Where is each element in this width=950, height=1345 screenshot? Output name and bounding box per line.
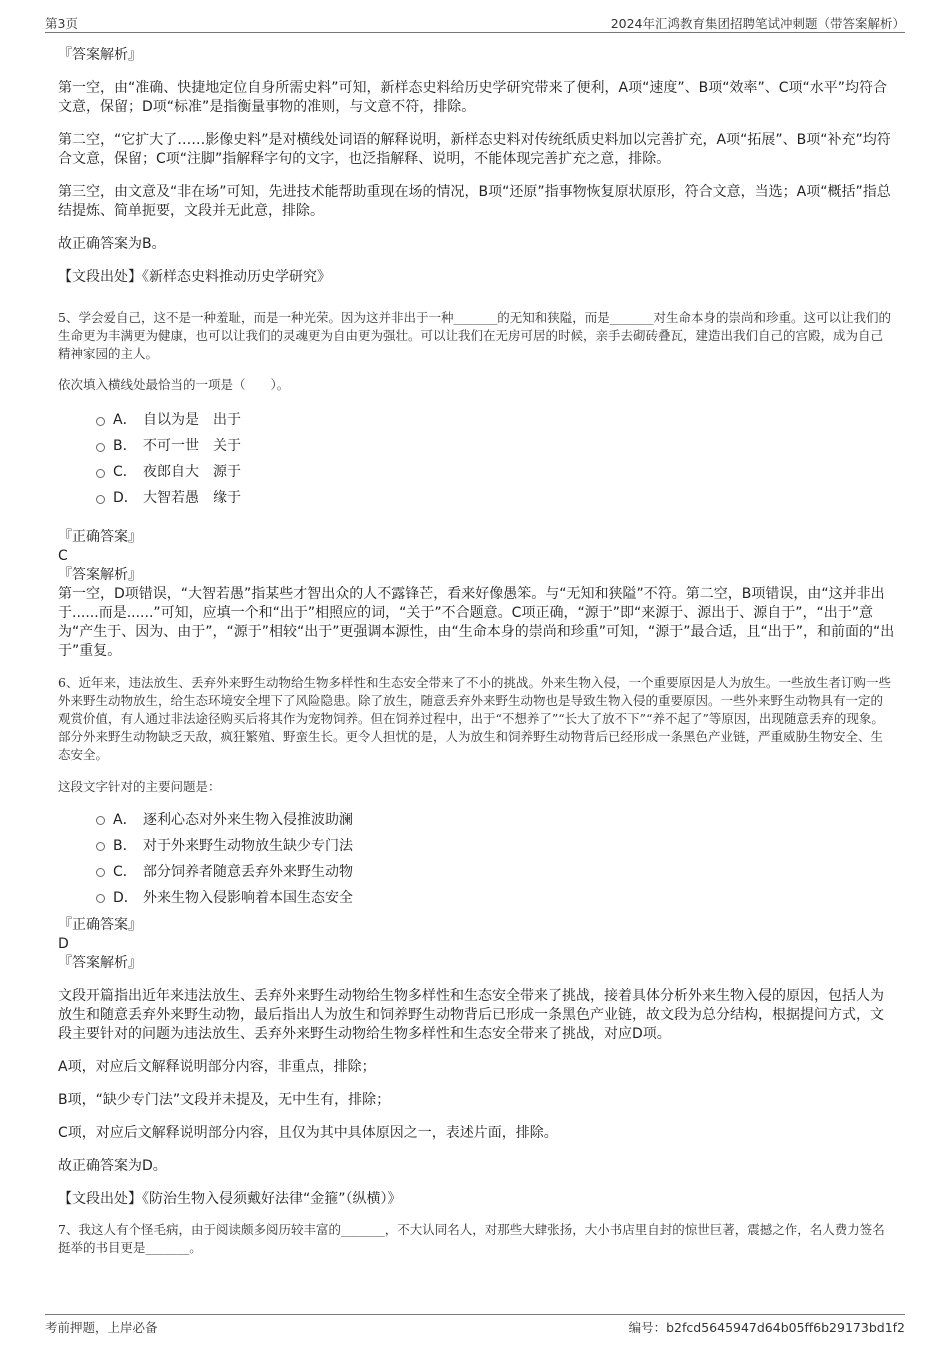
radio-icon[interactable]	[96, 842, 105, 851]
analysis-label: 『答案解析』	[58, 567, 142, 583]
option-text: 对于外来野生动物放生缺少专门法	[143, 837, 353, 854]
page-content	[58, 46, 895, 1270]
analysis-label: 『答案解析』	[58, 954, 142, 971]
options-list	[96, 406, 895, 510]
answer-label: 『正确答案』	[58, 529, 142, 545]
option-b[interactable]	[96, 432, 895, 458]
question-6	[58, 674, 895, 1209]
option-letter: C．	[113, 464, 137, 480]
option-a[interactable]	[96, 806, 895, 832]
option-text: 自以为是 出于	[143, 412, 241, 428]
question-prompt: 依次填入横线处最恰当的一项是（ ）。	[58, 376, 290, 392]
analysis-option-c: C项，对应后文解释说明部分内容，且仅为其中具体原因之一，表述片面，排除。	[58, 1124, 558, 1141]
option-text: 不可一世 关于	[143, 438, 241, 454]
analysis-label: 『答案解析』	[58, 47, 142, 63]
document-serial: 编号：b2fcd5645947d64b05ff6b29173bd1f2	[628, 1320, 905, 1335]
question-stem: 5、学会爱自己，这不是一种羞耻，而是一种光荣。因为这并非出于一种_______的无知和狭隘，而是_______对生命本身的崇尚和珍重。这可以让我们的生命更为丰满更为健康，也可以让我们的灵魂更为自由更为强壮。可以让我们在无房可居的时候，亲手去砌砖叠瓦，建造出我们自己的宫殿，成为自己精神家园的主人。	[58, 310, 891, 361]
conclusion: 故正确答案为D。	[58, 1157, 167, 1174]
option-d[interactable]	[96, 484, 895, 510]
option-letter: A．	[113, 811, 137, 828]
option-letter: D．	[113, 889, 138, 906]
radio-icon[interactable]	[96, 868, 105, 877]
question-stem: 6、近年来，违法放生、丢弃外来野生动物给生物多样性和生态安全带来了不小的挑战。外来生物入侵，一个重要原因是人为放生。一些放生者订购一些外来野生动物放生，给生态环境安全埋下了风险隐患。除了放生，随意丢弃外来野生动物也是导致生物入侵的重要原因。一些外来野生动物具有一定的观赏价值，有人通过非法途径购买后将其作为宠物饲养。但在饲养过程中，出于“不想养了”“长大了放不下”“养不起了”等原因，出现随意丢弃的现象。部分外来野生动物缺乏天敌，疯狂繁殖、野蛮生长。更令人担忧的是，人为放生和饲养野生动物背后已经形成一条黑色产业链，严重威胁生物安全、生态安全。	[58, 674, 891, 762]
analysis-paragraph-2: 第二空，“它扩大了……影像史料”是对横线处词语的解释说明，新样态史料对传统纸质史料加以完善扩充，A项“拓展”、B项“补充”均符合文意，保留；C项“注脚”指解释字句的文字，也泛指解释、说明，不能体现完善扩充之意，排除。	[58, 132, 891, 167]
analysis-paragraph-1: 第一空，由“准确、快捷地定位自身所需史料”可知，新样态史料给历史学研究带来了便利，A项“速度”、B项“效率”、C项“水平”均符合文意，保留；D项“标准”是指衡量事物的准则，与文意不符，排除。	[58, 80, 887, 115]
radio-icon[interactable]	[96, 417, 105, 426]
source-citation: 【文段出处】《防治生物入侵须戴好法律“金箍”（纵横）》	[58, 1190, 402, 1207]
option-a[interactable]	[96, 406, 895, 432]
page-footer	[45, 1314, 905, 1335]
page-number: 第3页	[45, 16, 78, 31]
option-c[interactable]	[96, 858, 895, 884]
option-letter: B．	[113, 837, 137, 854]
analysis-option-b: B项，“缺少专门法”文段并未提及，无中生有，排除；	[58, 1091, 391, 1108]
option-letter: A．	[113, 412, 137, 428]
option-text: 外来生物入侵影响着本国生态安全	[143, 889, 353, 906]
analysis-paragraph-3: 第三空，由文意及“非在场”可知，先进技术能帮助重现在场的情况，B项“还原”指事物恢复原状原形，符合文意，当选；A项“概括”指总结提炼、简单扼要，文段并无此意，排除。	[58, 184, 891, 219]
conclusion: 故正确答案为B。	[58, 236, 166, 252]
option-letter: C．	[113, 863, 137, 880]
answer-label: 『正确答案』	[58, 916, 142, 933]
option-b[interactable]	[96, 832, 895, 858]
question-stem: 7、我这人有个怪毛病，由于阅读颇多阅历较丰富的_______，不大认同名人，对那些大肆张扬，大小书店里自封的惊世巨著，震撼之作，名人费力签名挺举的书目更是_______。	[58, 1222, 885, 1255]
radio-icon[interactable]	[96, 443, 105, 452]
source-citation: 【文段出处】《新样态史料推动历史学研究》	[58, 269, 331, 285]
question-7	[58, 1221, 895, 1257]
page-header	[45, 12, 905, 33]
option-text: 部分饲养者随意丢弃外来野生动物	[143, 863, 353, 880]
option-text: 夜郎自大 源于	[143, 464, 241, 480]
option-c[interactable]	[96, 458, 895, 484]
radio-icon[interactable]	[96, 495, 105, 504]
analysis-text: 第一空，D项错误，“大智若愚”指某些才智出众的人不露锋芒，看来好像愚笨。与“无知和狭隘”不符。第二空，B项错误，由“这并非出于......而是......”可知，应填一个和“出于”相照应的词，“关于”不合题意。C项正确，“源于”即“来源于、源出于、源自于”，“出于”意为“产生于、因为、由于”，“源于”相较“出于”更强调本源性，由“生命本身的崇尚和珍重”可知，“源于”最合适，且“出于”，和前面的“出于”重复。	[58, 586, 895, 659]
option-text: 大智若愚 缘于	[143, 490, 241, 506]
radio-icon[interactable]	[96, 469, 105, 478]
question-prompt: 这段文字针对的主要问题是：	[58, 778, 221, 794]
radio-icon[interactable]	[96, 816, 105, 825]
document-title: 2024年汇鸿教育集团招聘笔试冲刺题（带答案解析）	[610, 16, 905, 31]
answer-value: D	[58, 935, 69, 952]
footer-slogan: 考前押题，上岸必备	[45, 1320, 158, 1335]
question-5	[58, 309, 895, 661]
analysis-option-a: A项，对应后文解释说明部分内容，非重点，排除；	[58, 1058, 376, 1075]
option-letter: B．	[113, 438, 137, 454]
option-text: 逐利心态对外来生物入侵推波助澜	[143, 811, 353, 828]
option-letter: D．	[113, 490, 138, 506]
answer-value: C	[58, 548, 68, 564]
radio-icon[interactable]	[96, 894, 105, 903]
options-list	[96, 806, 895, 910]
analysis-text: 文段开篇指出近年来违法放生、丢弃外来野生动物给生物多样性和生态安全带来了挑战，接着具体分析外来生物入侵的原因，包括人为放生和随意丢弃外来野生动物，最后指出人为放生和饲养野生动物背后已形成一条黑色产业链，故文段为总分结构，根据提问方式，文段主要针对的问题为违法放生、丢弃外来野生动物给生物多样性和生态安全带来了挑战，对应D项。	[58, 987, 884, 1042]
option-d[interactable]	[96, 884, 895, 910]
